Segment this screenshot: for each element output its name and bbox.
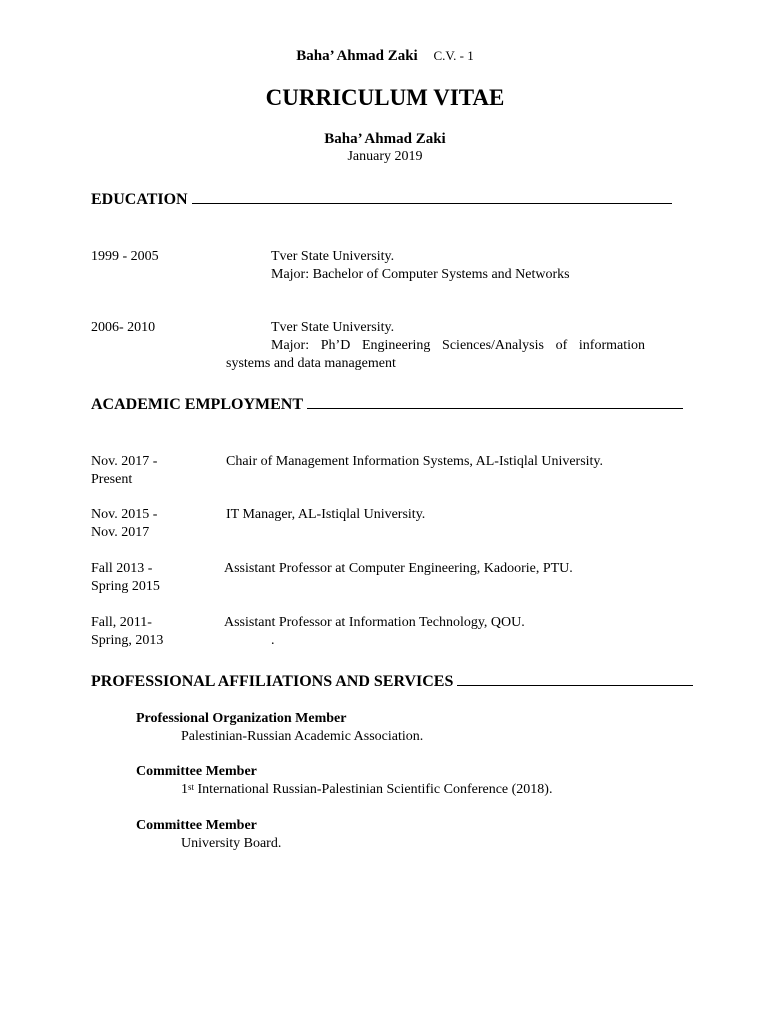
affiliations-heading	[91, 673, 693, 691]
employment-period-3b: Spring 2015	[91, 579, 160, 594]
affiliation-2-detail	[181, 782, 552, 798]
document-title: CURRICULUM VITAE	[265, 85, 505, 110]
education-years-1: 1999 - 2005	[91, 249, 159, 264]
employment-heading	[91, 396, 683, 414]
education-heading-rule	[192, 191, 672, 204]
employment-period-1a: Nov. 2017 -	[91, 454, 158, 469]
affiliation-2-title: Committee Member	[136, 764, 257, 779]
employment-heading-text: ACADEMIC EMPLOYMENT	[91, 396, 303, 413]
employment-period-1b: Present	[91, 472, 133, 487]
employment-period-3a: Fall 2013 -	[91, 561, 153, 576]
education-heading-text: EDUCATION	[91, 191, 188, 208]
document-date: January 2019	[347, 149, 423, 164]
header-name: Baha’ Ahmad Zaki	[296, 48, 418, 64]
affiliation-2-ordinal-suffix: st	[188, 782, 195, 792]
employment-period-2b: Nov. 2017	[91, 525, 150, 540]
education-entry-2-line1: Tver State University.	[271, 320, 395, 335]
education-entry-2-line3: systems and data management	[226, 356, 396, 371]
employment-role-2: IT Manager, AL-Istiqlal University.	[226, 507, 426, 522]
affiliation-1-detail: Palestinian-Russian Academic Association.	[181, 729, 424, 744]
education-years-2: 2006- 2010	[91, 320, 156, 335]
running-header	[0, 48, 770, 65]
employment-role-4-extra: .	[271, 633, 275, 648]
education-entry-2-line2: Major: Ph’D Engineering Sciences/Analysis of information	[271, 338, 645, 353]
affiliation-3-detail: University Board.	[181, 836, 282, 851]
affiliations-heading-rule	[457, 673, 693, 686]
employment-heading-rule	[307, 396, 683, 409]
affiliations-heading-text: PROFESSIONAL AFFILIATIONS AND SERVICES	[91, 673, 454, 690]
affiliation-3-title: Committee Member	[136, 818, 257, 833]
employment-period-4a: Fall, 2011-	[91, 615, 152, 630]
employment-period-4b: Spring, 2013	[91, 633, 164, 648]
affiliation-2-detail-text: International Russian-Palestinian Scientific Conference (2018).	[194, 782, 553, 797]
employment-role-3: Assistant Professor at Computer Engineering, Kadoorie, PTU.	[224, 561, 573, 576]
education-heading	[91, 191, 672, 209]
employment-period-2a: Nov. 2015 -	[91, 507, 158, 522]
affiliation-1-title: Professional Organization Member	[136, 711, 347, 726]
affiliation-2-ordinal: 1	[181, 782, 188, 797]
author-name: Baha’ Ahmad Zaki	[324, 131, 446, 147]
employment-role-4: Assistant Professor at Information Technology, QOU.	[224, 615, 525, 630]
education-entry-1-line2: Major: Bachelor of Computer Systems and Networks	[271, 267, 570, 282]
employment-role-1: Chair of Management Information Systems, AL-Istiqlal University.	[226, 454, 604, 469]
education-entry-1-line1: Tver State University.	[271, 249, 395, 264]
header-page-label: C.V. - 1	[433, 48, 474, 63]
